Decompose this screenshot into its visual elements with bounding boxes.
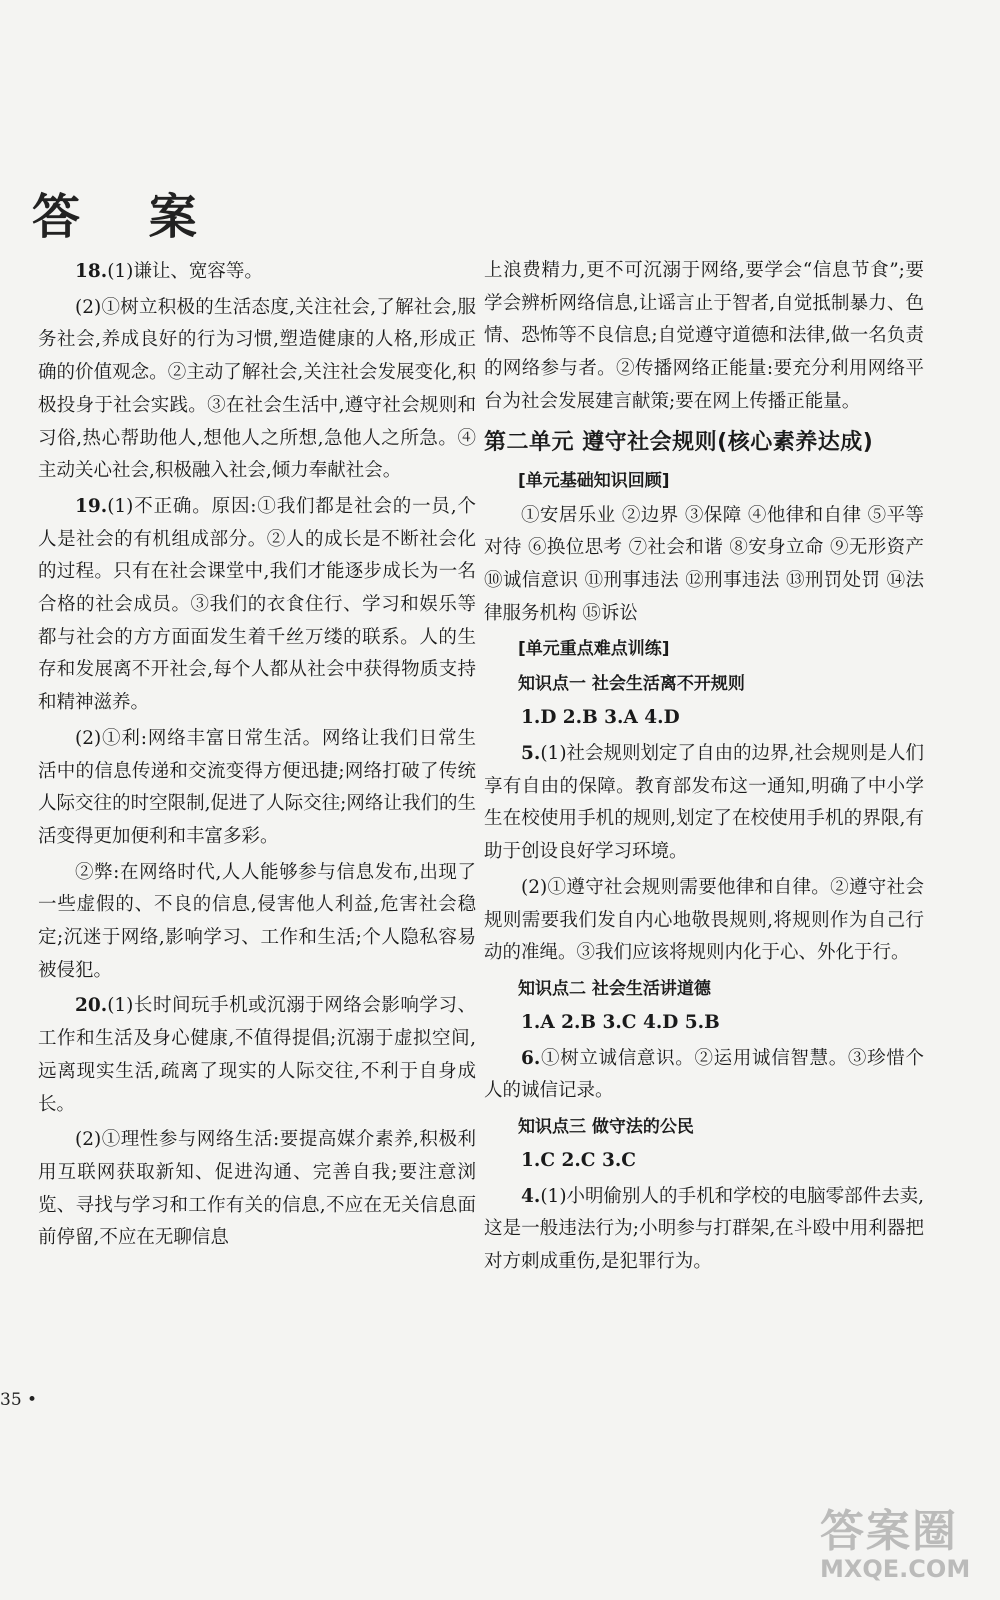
answer-20-2: (2)①理性参与网络生活:要提高媒介素养,积极利用互联网获取新知、促进沟通、完善自我;要注意浏览、寻找与学习和工作有关的信息,不应在无关信息面前停留,不应在无聊信息 [38,1129,476,1249]
watermark-url: MXQE.COM [820,1555,971,1583]
answer-19-2-pro: (2)①利:网络丰富日常生活。网络让我们日常生活中的信息传递和交流变得方便迅捷;网络打破了传统人际交往的时空限制,促进了人际交往;网络让我们的生活变得更加便利和丰富多彩。 [38,727,476,847]
knowledge-point-3-title: 知识点三 做守法的公民 [518,1117,694,1138]
kp2-question-6: 6.①树立诚信意识。②运用诚信智慧。③珍惜个人的诚信记录。 [484,1047,924,1102]
answer-20-2-continued: 上浪费精力,更不可沉溺于网络,要学会“信息节食”;要学会辨析网络信息,让谣言止于智者,自觉抵制暴力、色情、恐怖等不良信息;自觉遵守道德和法律,做一名负责的网络参与者。②传播网络正能量:要充分利用网络平台为社会发展建言献策;要在网上传播正能量。 [484,260,924,412]
answer-18-1: 18.(1)谦让、宽容等。 [75,261,263,282]
kp3-question-4: 4.(1)小明偷别人的手机和学校的电脑零部件去卖,这是一般违法行为;小明参与打群架,在斗殴中用利器把对方刺成重伤,是犯罪行为。 [484,1185,924,1273]
knowledge-point-2-title: 知识点二 社会生活讲道德 [518,978,711,999]
answer-20-1: 20.(1)长时间玩手机或沉溺于网络会影响学习、工作和生活及身心健康,不值得提倡;沉溺于虚拟空间,远离现实生活,疏离了现实的人际交往,不利于自身成长。 [38,995,476,1115]
training-heading: [单元重点难点训练] [518,639,670,660]
knowledge-point-3-answers: 1.C 2.C 3.C [521,1150,636,1172]
review-answers: ①安居乐业 ②边界 ③保障 ④他律和自律 ⑤平等对待 ⑥换位思考 ⑦社会和谐 ⑧安身立命 ⑨无形资产 ⑩诚信意识 ⑪刑事违法 ⑫刑事违法 ⑬刑罚处罚 ⑭法律服务机构 ⑮诉讼 [484,504,924,624]
right-column [484,255,924,1282]
answer-19-1: 19.(1)不正确。原因:①我们都是社会的一员,个人是社会的有机组成部分。②人的成长是不断社会化的过程。只有在社会课堂中,我们才能逐步成长为一名合格的社会成员。③我们的衣食住行、学习和娱乐等都与社会的方方面面发生着千丝万缕的联系。人的生存和发展离不开社会,每个人都从社会中获得物质支持和精神滋养。 [38,495,476,714]
answer-18-2: (2)①树立积极的生活态度,关注社会,了解社会,服务社会,养成良好的行为习惯,塑造健康的人格,形成正确的价值观念。②主动了解社会,关注社会发展变化,积极投身于社会实践。③在社会生活中,遵守社会规则和习俗,热心帮助他人,想他人之所想,急他人之所急。④主动关心社会,积极融入社会,倾力奉献社会。 [38,296,476,482]
kp1-question-5-part-1: 5.(1)社会规则划定了自由的边界,社会规则是人们享有自由的保障。教育部发布这一通知,明确了中小学生在校使用手机的规则,划定了在校使用手机的界限,有助于创设良好学习环境。 [484,743,924,863]
kp1-question-5-part-2: (2)①遵守社会规则需要他律和自律。②遵守社会规则需要我们发自内心地敬畏规则,将规则作为自己行动的准绳。③我们应该将规则内化于心、外化于行。 [484,876,924,964]
page-number: 35 • [0,1390,38,1410]
answer-19-2-con: ②弊:在网络时代,人人能够参与信息发布,出现了一些虚假的、不良的信息,侵害他人利益,危害社会稳定;沉迷于网络,影响学习、工作和生活;个人隐私容易被侵犯。 [38,861,476,981]
knowledge-point-2-answers: 1.A 2.B 3.C 4.D 5.B [521,1011,720,1033]
review-heading: [单元基础知识回顾] [518,470,670,491]
watermark [820,1508,990,1588]
watermark-logo-text: 答案圈 [820,1506,958,1557]
page-title: 答 案 [32,189,223,245]
left-column [38,256,476,1258]
knowledge-point-1-title: 知识点一 社会生活离不开规则 [518,674,745,695]
knowledge-point-1-answers: 1.D 2.B 3.A 4.D [521,707,680,729]
unit-title: 第二单元 遵守社会规则(核心素养达成) [484,429,874,455]
